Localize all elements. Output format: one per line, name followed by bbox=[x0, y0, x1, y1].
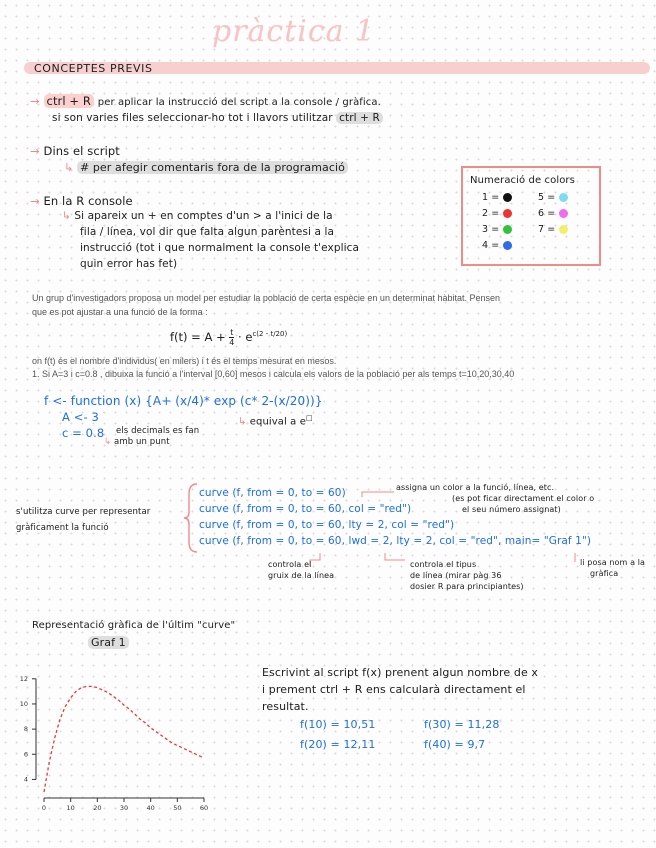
arrow-right-icon: → bbox=[30, 194, 40, 208]
curve-label-2: gràficament la funció bbox=[16, 523, 109, 533]
note-3-line-5: quin error has fet) bbox=[80, 258, 178, 270]
graph-text-3: resultat. bbox=[262, 700, 309, 713]
note-2-title: Dins el script bbox=[43, 144, 120, 158]
x-tick-label: 10 bbox=[66, 804, 75, 812]
arrow-hook-icon: ↳ bbox=[64, 161, 74, 174]
x-tick-label: 0 bbox=[41, 804, 47, 812]
arrow-right-icon: → bbox=[30, 144, 40, 158]
result-f40: f(40) = 9,7 bbox=[424, 738, 486, 751]
chart-axes bbox=[36, 679, 204, 798]
arrow-hook-icon: ↳ bbox=[62, 210, 71, 222]
ann-lty-1: controla el tipus bbox=[410, 560, 477, 569]
curve-line-3: curve (f, from = 0, to = 60, lty = 2, col = "red") bbox=[199, 519, 455, 531]
formula-lhs: f(t) = A + bbox=[170, 330, 226, 344]
color-item-6: 6 = bbox=[538, 208, 568, 219]
result-f20: f(20) = 12,11 bbox=[300, 738, 376, 751]
note-1-text: per aplicar la instrucció del script a la console / gràfica. bbox=[97, 97, 381, 108]
x-tick-label: 50 bbox=[173, 804, 182, 812]
formula-e: · e bbox=[238, 330, 253, 344]
problem-line-2: que es pot ajustar a una funció de la forma : bbox=[32, 307, 208, 317]
note-2-text: # per afegir comentaris fora de la programació bbox=[77, 161, 348, 174]
ann-main-1: li posa nom a la bbox=[580, 558, 646, 567]
curve-line-2: curve (f, from = 0, to = 60, col = "red") bbox=[199, 503, 412, 515]
note-1-line-2-text: si son varies files seleccionar-ho tot i llavors utilitzar bbox=[52, 112, 333, 124]
curve-main-param: main= "Graf 1") bbox=[504, 535, 592, 547]
curve-col-param: col = "red", bbox=[439, 535, 502, 547]
y-tick-label: 6 bbox=[23, 750, 28, 759]
y-tick-label: 8 bbox=[23, 725, 28, 734]
y-tick-label: 12 bbox=[19, 674, 28, 683]
arrow-hook-icon: ↳ bbox=[238, 416, 247, 428]
graph-text-2: i prement ctrl + R ens calcularà directament el bbox=[262, 683, 526, 696]
arrow-right-icon: → bbox=[30, 94, 40, 108]
curve-line-4: curve (f, from = 0, to = 60, lwd = 2, lty = 2, col = "red", main= "Graf 1") bbox=[199, 535, 592, 547]
x-tick-label: 60 bbox=[199, 804, 209, 812]
result-f30: f(30) = 11,28 bbox=[424, 718, 500, 731]
curve-label-1: s'utilitza curve per representar bbox=[16, 507, 151, 517]
x-tick-label: 40 bbox=[146, 804, 155, 812]
color-item-1: 1 = bbox=[482, 192, 512, 203]
curve-line-1: curve (f, from = 0, to = 60) bbox=[199, 487, 346, 499]
formula-exponent: c(2 - t/20) bbox=[252, 330, 288, 339]
ann-main-2: gràfica bbox=[590, 569, 619, 578]
y-tick-label: 4 bbox=[23, 775, 28, 784]
problem-line-3: on f(t) és el nombre d'individus( en milers) i t és el temps mesurat en mesos. bbox=[32, 356, 337, 366]
graph-heading: Representació gràfica de l'últim "curve" bbox=[32, 620, 236, 631]
page-title: pràctica 1 bbox=[212, 14, 376, 49]
color-legend-title: Numeració de colors bbox=[470, 175, 575, 186]
graph-title-label: Graf 1 bbox=[88, 636, 129, 649]
color-item-7: 7 = bbox=[538, 224, 568, 235]
color-item-4: 4 = bbox=[482, 240, 512, 251]
problem-line-4: 1. Si A=3 i c=0.8 , dibuixa la funció a l'interval [0,60] mesos i calcula els valors de la població per als temps t=10,20,30,40 bbox=[32, 369, 515, 379]
kbd-ctrl-r-2: ctrl + R bbox=[336, 112, 383, 124]
note-3-title: En la R console bbox=[43, 194, 133, 208]
chart-ticks bbox=[20, 675, 208, 812]
ann-color-1: assigna un color a la funció, línea, etc. bbox=[396, 483, 555, 492]
code-line-2: A <- 3 bbox=[62, 410, 99, 424]
code-line-1: f <- function (x) {A+ (x/4)* exp (c* 2-(x/20))} bbox=[44, 394, 323, 408]
kbd-ctrl-r: ctrl + R bbox=[44, 94, 95, 108]
note-3-text-2: Si apareix un + en comptes d'un > a l'inici de la bbox=[74, 210, 333, 222]
ann-color-3: el seu número assignat) bbox=[462, 505, 561, 514]
ann-color-2: (es pot ficar directament el color o bbox=[452, 494, 595, 503]
ann-lwd-1: controla el bbox=[268, 560, 312, 569]
note-decimals-line-2: ↳ amb un punt bbox=[104, 437, 170, 447]
note-exp: ↳ equival a e□ bbox=[238, 414, 313, 428]
x-tick-label: 30 bbox=[119, 804, 129, 812]
problem-line-1: Un grup d'investigadors proposa un model per estudiar la població de certa espècie en un determinat hàbitat. Pensen bbox=[32, 293, 501, 303]
note-3-line-4: instrucció (tot i que normalment la console t'explica bbox=[80, 242, 360, 254]
note-decimals-1: els decimals es fan bbox=[116, 426, 200, 436]
note-3-line-3: fila / línea, vol dir que falta algun parèntesi a la bbox=[80, 226, 335, 238]
color-item-3: 3 = bbox=[482, 224, 512, 235]
graph-text-1: Escrivint al script f(x) prenent algun nombre de x bbox=[262, 666, 539, 679]
formula-fraction: $\frac{t}{4}$ bbox=[229, 328, 235, 347]
ann-lty-2: de línea (mirar pàg 36 bbox=[410, 571, 502, 580]
x-tick-label: 20 bbox=[93, 804, 102, 812]
arrow-hook-icon: ↳ bbox=[104, 437, 112, 447]
curve-lty-param: lty = 2, bbox=[396, 535, 436, 547]
ann-lwd-2: gruix de la línea bbox=[268, 571, 335, 580]
section-heading: CONCEPTES PREVIS bbox=[34, 62, 153, 75]
result-f10: f(10) = 10,51 bbox=[300, 718, 376, 731]
curve-lwd-param: lwd = 2, bbox=[348, 535, 393, 547]
graf-1-chart bbox=[10, 664, 220, 824]
series-line bbox=[44, 686, 204, 792]
code-line-3: c = 0.8 bbox=[62, 426, 105, 440]
color-item-5: 5 = bbox=[538, 192, 568, 203]
y-tick-label: 10 bbox=[19, 699, 28, 708]
ann-lty-3: dosier R para principiantes) bbox=[410, 582, 524, 591]
color-item-2: 2 = bbox=[482, 208, 512, 219]
